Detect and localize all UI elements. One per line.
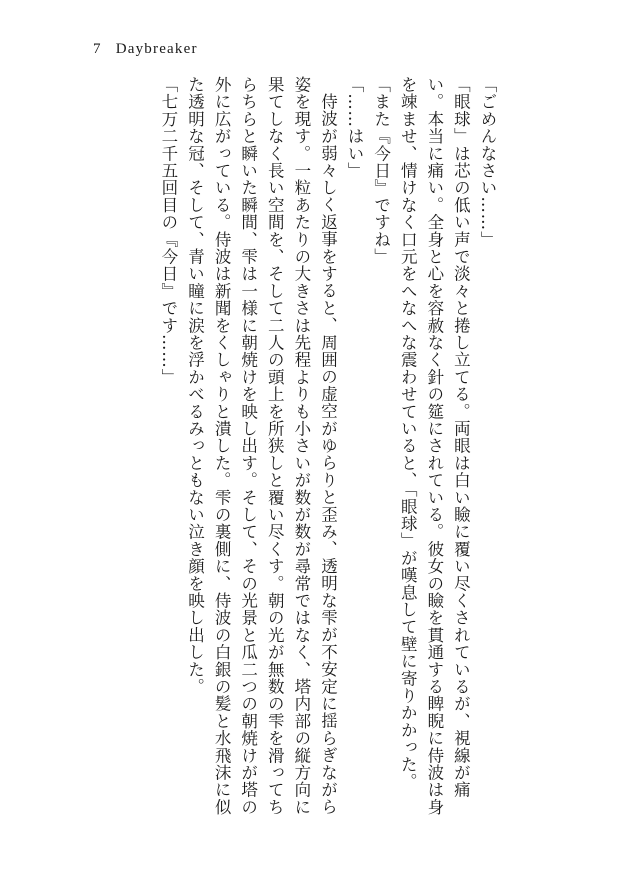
paragraph: 「ごめんなさい……」 bbox=[478, 76, 497, 248]
running-head bbox=[93, 41, 198, 58]
paragraph: 「眼球」は芯の低い声で淡々と捲し立てる。両眼は白い瞼に覆い尽くされているが、視線が痛い。本当に痛い。全身と心を容赦なく針の筵にされている。彼女の瞼を貫通する睥睨に侍波は身を竦ませ、情けなく口元をへなへな震わせていると、「眼球」が嘆息して壁に寄りかかった。 bbox=[398, 76, 471, 816]
page-number: 7 bbox=[93, 41, 102, 57]
vertical-text-body bbox=[120, 76, 500, 828]
paragraph: 「また『今日』ですね」 bbox=[371, 76, 391, 266]
paragraph: 「……はい」 bbox=[345, 76, 365, 180]
paragraph: 侍波が弱々しく返事をすると、周囲の虚空がゆらりと歪み、透明な雫が不安定に揺らぎながら姿を現す。一粒あたりの大きさは先程よりも小さいが数が数が尋常ではなく、塔内部の縦方向に果てしなく長い空間を、そして二人の頭上を所狭しと覆い尽くす。朝の光が無数の雫を滑ってちらちらと瞬いた瞬間、雫は一様に朝焼けを映し出す。そして、その光景と瓜二つの朝焼けが塔の外に広がっている。侍波は新聞をくしゃりと潰した。雫の裏側に、侍波の白銀の髪と水飛沫に似た透明な冠、そして、青い瞳に涙を浮かべるみっともない泣き顔を映し出した。 bbox=[185, 76, 338, 816]
paragraph: 「七万二千五回目の『今日』です……」 bbox=[158, 76, 178, 386]
book-title: Daybreaker bbox=[115, 41, 198, 57]
